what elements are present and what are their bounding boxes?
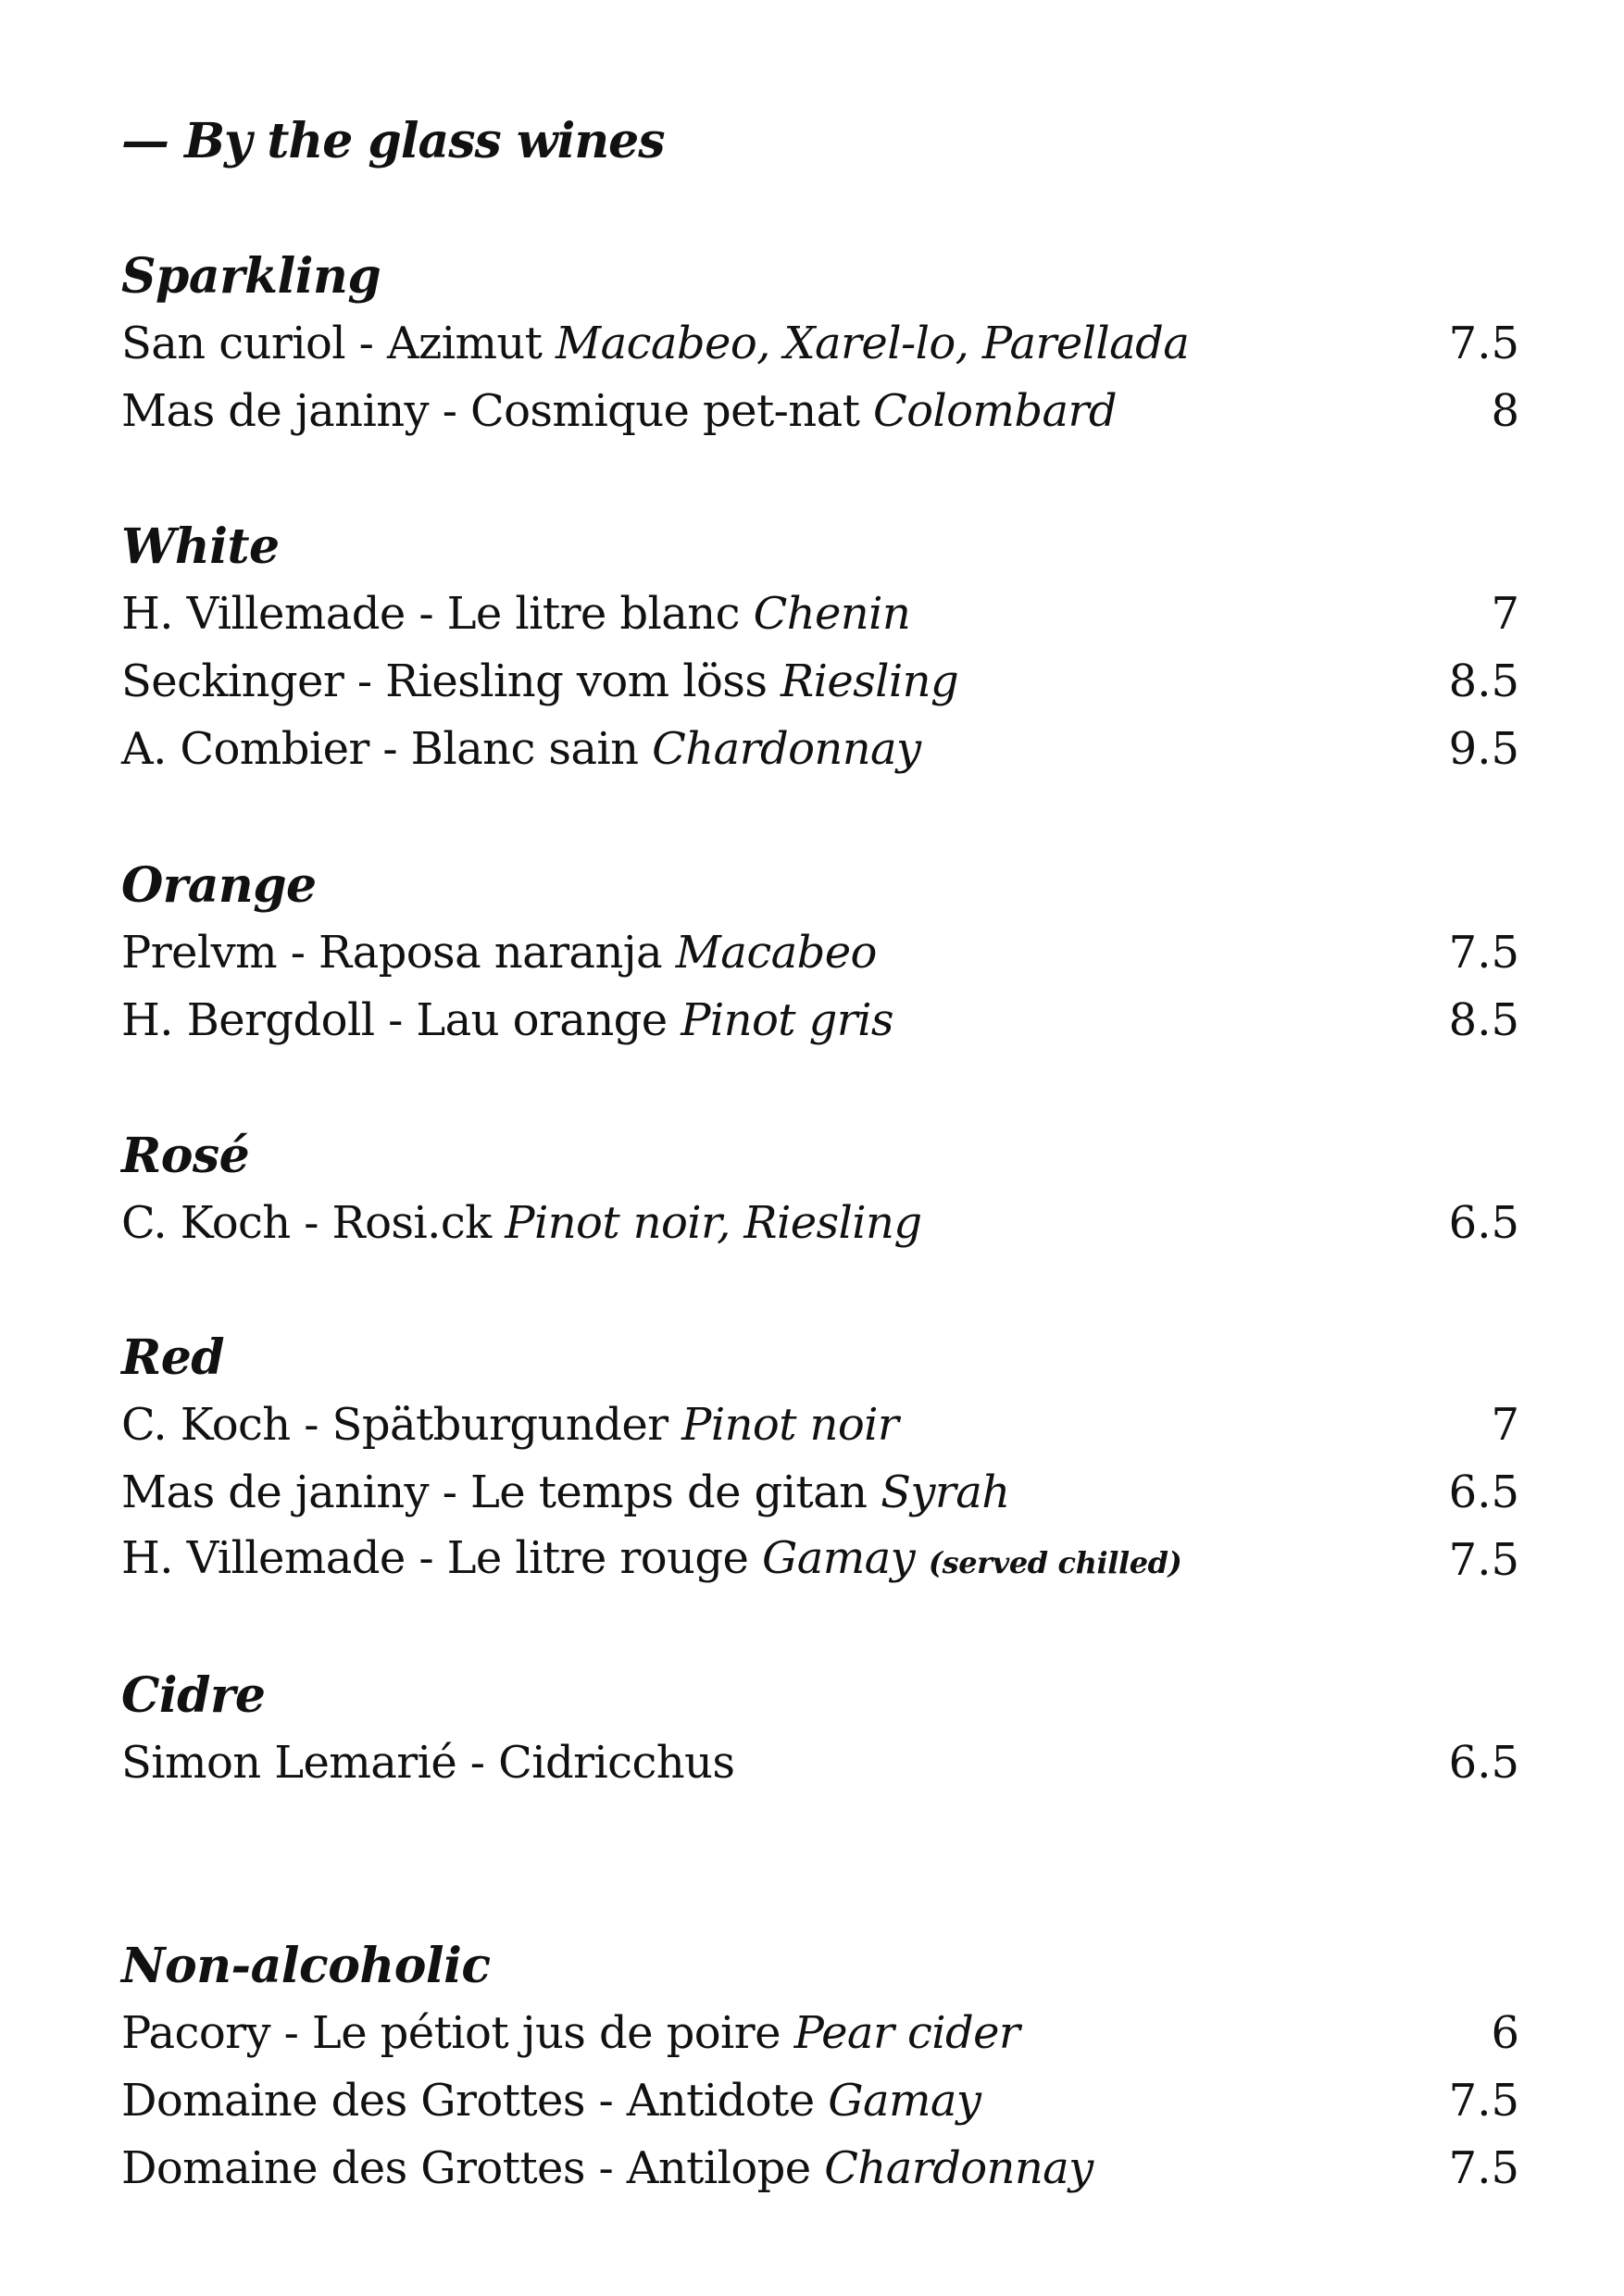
wine-name: San curiol - Azimut [121,318,543,369]
wine-name: H. Villemade - Le litre rouge [121,1531,749,1584]
wine-row [121,1729,1519,1797]
wine-name: H. Villemade - Le litre blanc [121,588,740,640]
wine-row [121,2000,1519,2067]
grape-variety: Pinot noir [681,1399,899,1451]
wine-price: 7.5 [1448,927,1519,979]
wine-name: Seckinger - Riesling vom löss [121,655,768,707]
section-title: White [121,518,280,575]
grape-variety: Colombard [872,385,1117,437]
grape-variety: Macabeo, Xarel-lo, Parellada [556,318,1190,369]
wine-price: 7.5 [1448,1534,1519,1586]
wine-price: 7.5 [1448,318,1519,369]
wine-description [121,2067,981,2135]
wine-description [121,987,893,1054]
grape-variety: Gamay [828,2075,981,2127]
wine-name: C. Koch - Spätburgunder [121,1399,668,1451]
wine-price: 8.5 [1448,655,1519,707]
wine-name: C. Koch - Rosi.ck [121,1197,492,1249]
wine-row [121,2067,1519,2135]
wine-row [121,2135,1519,2202]
serving-note: (served chilled) [928,1544,1182,1580]
wine-name: Pacory - Le pétiot jus de poire [121,2007,781,2059]
wine-row [121,648,1519,716]
wine-name: Prelvm - Raposa naranja [121,927,663,979]
wine-description [121,2000,1019,2067]
wine-menu-page [121,0,1519,2296]
section-title: Rosé [121,1128,250,1184]
wine-description [121,919,877,987]
wine-name: Domaine des Grottes - Antidote [121,2075,815,2127]
wine-price: 7.5 [1448,2142,1519,2194]
wine-name: H. Bergdoll - Lau orange [121,994,668,1046]
section-white [121,513,1519,783]
wine-price: 9.5 [1448,723,1519,775]
wine-row [121,1391,1519,1459]
wine-row [121,580,1519,648]
wine-price: 6 [1491,2007,1519,2059]
wine-description [121,580,910,648]
wine-description [121,1729,734,1797]
section-title: Orange [121,857,317,914]
wine-price: 7 [1491,1399,1519,1451]
grape-variety: Gamay [761,1531,916,1584]
wine-name: Mas de janiny - Cosmique pet-nat [121,385,860,437]
grape-variety: Riesling [781,655,959,707]
grape-variety: Chardonnay [652,723,921,775]
grape-variety: Pear cider [793,2007,1020,2059]
wine-description [121,1525,1181,1597]
wine-price: 8 [1491,385,1519,437]
menu-title: — By the glass wines [121,113,665,169]
section-orange [121,852,1519,1054]
wine-price: 6.5 [1448,1466,1519,1518]
section-cidre [121,1662,1519,1797]
section-rose [121,1122,1519,1257]
grape-variety: Chardonnay [824,2142,1093,2194]
wine-name: Simon Lemarié - Cidricchus [121,1737,735,1789]
wine-description [121,1391,898,1459]
section-red [121,1324,1519,1594]
wine-price: 7.5 [1448,2075,1519,2127]
grape-variety: Syrah [881,1466,1010,1518]
section-title: Non-alcoholic [121,1938,491,1994]
wine-row [121,1527,1519,1594]
wine-name: Domaine des Grottes - Antilope [121,2142,811,2194]
wine-description [121,648,958,716]
wine-price: 7 [1491,588,1519,640]
wine-row [121,987,1519,1054]
wine-row [121,1459,1519,1527]
section-title: Red [121,1329,225,1386]
wine-name: Mas de janiny - Le temps de gitan [121,1466,868,1518]
grape-variety: Pinot noir, Riesling [505,1197,922,1249]
wine-row [121,378,1519,445]
section-sparkling [121,243,1519,445]
wine-row [121,716,1519,783]
wine-description [121,1459,1010,1527]
wine-price: 8.5 [1448,994,1519,1046]
wine-description [121,310,1189,378]
grape-variety: Macabeo [675,927,877,979]
section-title: Sparkling [121,248,381,305]
wine-description [121,716,921,783]
wine-description [121,1190,922,1257]
wine-description [121,2135,1093,2202]
wine-description [121,378,1117,445]
wine-price: 6.5 [1448,1737,1519,1789]
grape-variety: Pinot gris [681,994,893,1046]
wine-row [121,310,1519,378]
wine-name: A. Combier - Blanc sain [121,723,639,775]
wine-row [121,919,1519,987]
grape-variety: Chenin [753,588,911,640]
section-title: Cidre [121,1667,266,1724]
section-non-alcoholic [121,1932,1519,2202]
wine-row [121,1190,1519,1257]
wine-price: 6.5 [1448,1197,1519,1249]
